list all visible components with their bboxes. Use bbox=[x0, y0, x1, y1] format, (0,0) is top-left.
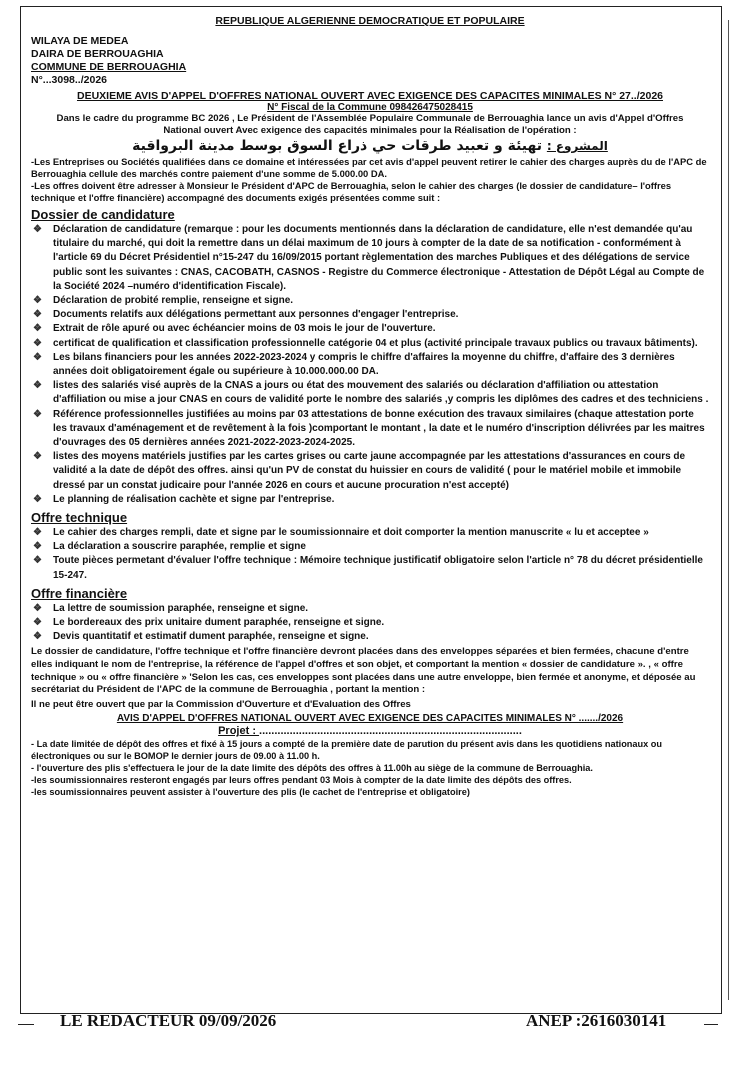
diamond-bullet-icon: ❖ bbox=[33, 555, 42, 567]
section-title-technique: Offre technique bbox=[31, 510, 128, 526]
daira-line: DAIRA DE BERROUAGHIA bbox=[31, 48, 164, 60]
list-item: ❖ Déclaration de probité remplie, renseigne et signe. bbox=[31, 294, 709, 308]
list-item: ❖ Extrait de rôle apuré ou avec échéancier moins de 03 mois le jour de l'ouverture. bbox=[31, 322, 709, 336]
list-item: ❖ La déclaration a souscrire paraphée, remplie et signe bbox=[31, 540, 709, 554]
closing-paragraph: Le dossier de candidature, l'offre technique et l'offre financière devront placées dans des enveloppes séparées et bien fermées, chacune d'entre elles indiquant le nom de l'entreprise, la référence de l'appel d'offres et son objet, et comportant la mention « dossier de candidature ». , « offre technique » ou « offre financière » 'Selon les cas, ces enveloppes sont placées dans une autre enveloppe, bien fermée et anonyme, et déposée au secrétariat du Président de l'APC de la commune de Berrouaghia , portant la mention : bbox=[31, 646, 696, 696]
anep-number: ANEP :2616030141 bbox=[526, 1011, 667, 1030]
list-item: ❖ Documents relatifs aux délégations permettant aux personnes d'engager l'entreprise. bbox=[31, 308, 709, 322]
note-line: -les soumissionnaires peuvent assister à l'ouverture des plis (le cachet de l'entreprise et obligatoire) bbox=[31, 786, 470, 797]
projet-line bbox=[31, 725, 709, 737]
diamond-bullet-icon: ❖ bbox=[33, 351, 42, 363]
diamond-bullet-icon: ❖ bbox=[33, 451, 42, 463]
wilaya-line: WILAYA DE MEDEA bbox=[31, 35, 129, 47]
list-item: ❖ Déclaration de candidature (remarque : pour les documents mentionnés dans la déclaration de candidature, elle n'est demandée qu'au titulaire du marché, qui doit la remettre dans un délai maximum de 10 jours à compter de la date de sa notification - conformément à l'article 69 du Décret Présidentiel n°15-247 du 16/09/2015 portant règlementation des marches Publiques et des délégations de service public sont les suivantes : CNAS, CACOBATH, CASNOS - Registre du Commerce électronique - Attestation de Dépôt Légal au Compte de la Société 2024 –numéro d'identification Fiscale). bbox=[33, 224, 705, 292]
closing-mention: Il ne peut être ouvert que par la Commission d'Ouverture et d'Evaluation des Offres bbox=[31, 698, 411, 710]
reference-number: N°...3098../2026 bbox=[31, 74, 108, 86]
arabic-project-text: تهيئة و تعبيد طرقات حي ذراع السوق بوسط مدينة البرواقية bbox=[132, 138, 542, 154]
intro-line-1: Dans le cadre du programme BC 2026 , Le Président de l'Assemblée Populaire Communale de Berrouaghia lance un avis d'Appel d'Offres bbox=[56, 113, 684, 124]
diamond-bullet-icon: ❖ bbox=[33, 380, 42, 392]
diamond-bullet-icon: ❖ bbox=[33, 309, 42, 321]
avis-secondary-title: AVIS D'APPEL D'OFFRES NATIONAL OUVERT AVEC EXIGENCE DES CAPACITES MINIMALES N° ......./2026 bbox=[116, 713, 624, 725]
list-item: ❖ Le bordereaux des prix unitaire dument paraphée, renseigne et signe. bbox=[31, 616, 709, 630]
projet-label: Projet : bbox=[218, 725, 260, 738]
diamond-bullet-icon: ❖ bbox=[33, 323, 42, 335]
diamond-bullet-icon: ❖ bbox=[33, 493, 42, 505]
note-line: - l'ouverture des plis s'effectuera le jour de la date limite des dépôts des offres à 11.00h au siège de la commune de Berrouaghia. bbox=[31, 763, 593, 774]
list-item: ❖ Toute pièces permetant d'évaluer l'offre technique : Mémoire technique justificatif obligatoire selon l'article n° 78 du décret présidentielle 15-247. bbox=[33, 555, 703, 581]
project-title-arabic bbox=[31, 138, 709, 154]
diamond-bullet-icon: ❖ bbox=[33, 527, 42, 539]
diamond-bullet-icon: ❖ bbox=[33, 408, 42, 420]
list-item: ❖ Le planning de réalisation cachète et signe par l'entreprise. bbox=[31, 493, 709, 507]
commune-line: COMMUNE DE BERROUAGHIA bbox=[31, 61, 187, 73]
footer-dash-right bbox=[704, 1024, 718, 1025]
diamond-bullet-icon: ❖ bbox=[33, 617, 42, 629]
technique-list bbox=[31, 526, 709, 583]
notice-page bbox=[20, 6, 722, 1014]
list-item: ❖ certificat de qualification et classification professionnelle catégorie 04 et plus (activité principale travaux publics ou travaux bâtiments). bbox=[31, 337, 709, 351]
republic-header: REPUBLIQUE ALGERIENNE DEMOCRATIQUE ET POPULAIRE bbox=[215, 15, 525, 27]
diamond-bullet-icon: ❖ bbox=[33, 295, 42, 307]
list-item: ❖ listes des moyens matériels justifies par les cartes grises ou carte jaune accompagnée par les attestations d'assurances en cours de validité a la date de dépôt des offres. ainsi qu'un PV de constat du huissier en cours de validité ( pour le matériel mobile et immobile dressé par un constat judicaire pour l'année 2026 en cours et aucune procuration n'est accepté) bbox=[33, 451, 686, 491]
projet-dots: ...................................................................................... bbox=[259, 725, 522, 738]
diamond-bullet-icon: ❖ bbox=[33, 541, 42, 553]
note-line: - La date limitée de dépôt des offres et fixé à 15 jours a compté de la première date de parution du présent avis dans les quotidiens nationaux ou électroniques ou sur le BOMOP le dernier jours de 09.00 à 11.00 h. bbox=[31, 739, 663, 762]
list-item: ❖ listes des salariés visé auprès de la CNAS a jours ou état des mouvement des salariés ou déclaration d'affiliation ou attestation d'affiliation ou mise a jour CNAS en cours de validité porte le nombre des salariés ,y compris les diplômes des cadres et des techniciens . bbox=[33, 380, 709, 406]
paragraph-retrait: -Les Entreprises ou Sociétés qualifiées dans ce domaine et intéressées par cet avis d'appel peuvent retirer le cahier des charges auprès du de l'APC de Berrouaghia cellule des marchés contre paiement d'une somme de 5.000.00 DA. bbox=[31, 156, 707, 179]
redacteur-label: LE REDACTEUR 09/09/2026 bbox=[60, 1011, 277, 1030]
list-item: ❖ Référence professionnelles justifiées au moins par 03 attestations de bonne exécution des travaux similaires (chaque attestation porte les travaux d'aménagement et de revêtement à la fois )comportant le montant , la date et le numéro d'inscription délivrées par les maitres d'ouvrages des 05 dernières années 2021-2022-2023-2024-2025. bbox=[33, 408, 705, 449]
dossier-list bbox=[31, 223, 709, 507]
diamond-bullet-icon: ❖ bbox=[33, 337, 42, 349]
footer bbox=[20, 1009, 722, 1035]
fiscal-number: N° Fiscal de la Commune 098426475028415 bbox=[267, 102, 473, 113]
financiere-list bbox=[31, 602, 709, 645]
arabic-project-label: المشروع : bbox=[546, 139, 608, 153]
section-title-dossier: Dossier de candidature bbox=[31, 207, 175, 222]
list-item: ❖ Le cahier des charges rempli, date et signe par le soumissionnaire et doit comporter la mention manuscrite « lu et acceptee » bbox=[31, 526, 709, 540]
note-line: -les soumissionnaires resteront engagés par leurs offres pendant 03 Mois à compter de la date limite des dépôts des offres. bbox=[31, 774, 572, 785]
page-edge-line bbox=[728, 20, 729, 1000]
list-item: ❖ Devis quantitatif et estimatif dument paraphée, renseigne et signe. bbox=[31, 630, 709, 644]
list-item: ❖ Les bilans financiers pour les années 2022-2023-2024 y compris le chiffre d'affaires la moyenne du chiffre, d'affaire des 3 dernières années doit obligatoirement égale ou supérieure à 10.000.000.00 DA. bbox=[33, 351, 675, 378]
section-title-financiere: Offre financière bbox=[31, 585, 128, 601]
footer-dash-left bbox=[18, 1024, 34, 1025]
diamond-bullet-icon: ❖ bbox=[33, 224, 42, 235]
diamond-bullet-icon: ❖ bbox=[33, 631, 42, 643]
intro-line-2: National ouvert Avec exigence des capacités minimales pour la Réalisation de l'opération : bbox=[163, 125, 577, 136]
paragraph-offres: -Les offres doivent être adresser à Monsieur le Président d'APC de Berrouaghia, selon le cahier des charges (le dossier de candidature– l'offres technique et l'offre financière) accompagné des documents exigés présentées comme suit : bbox=[31, 180, 672, 203]
list-item: ❖ La lettre de soumission paraphée, renseigne et signe. bbox=[31, 602, 709, 616]
diamond-bullet-icon: ❖ bbox=[33, 602, 42, 614]
avis-title: DEUXIEME AVIS D'APPEL D'OFFRES NATIONAL OUVERT AVEC EXIGENCE DES CAPACITES MINIMALES N° 27../2026 bbox=[76, 90, 663, 102]
